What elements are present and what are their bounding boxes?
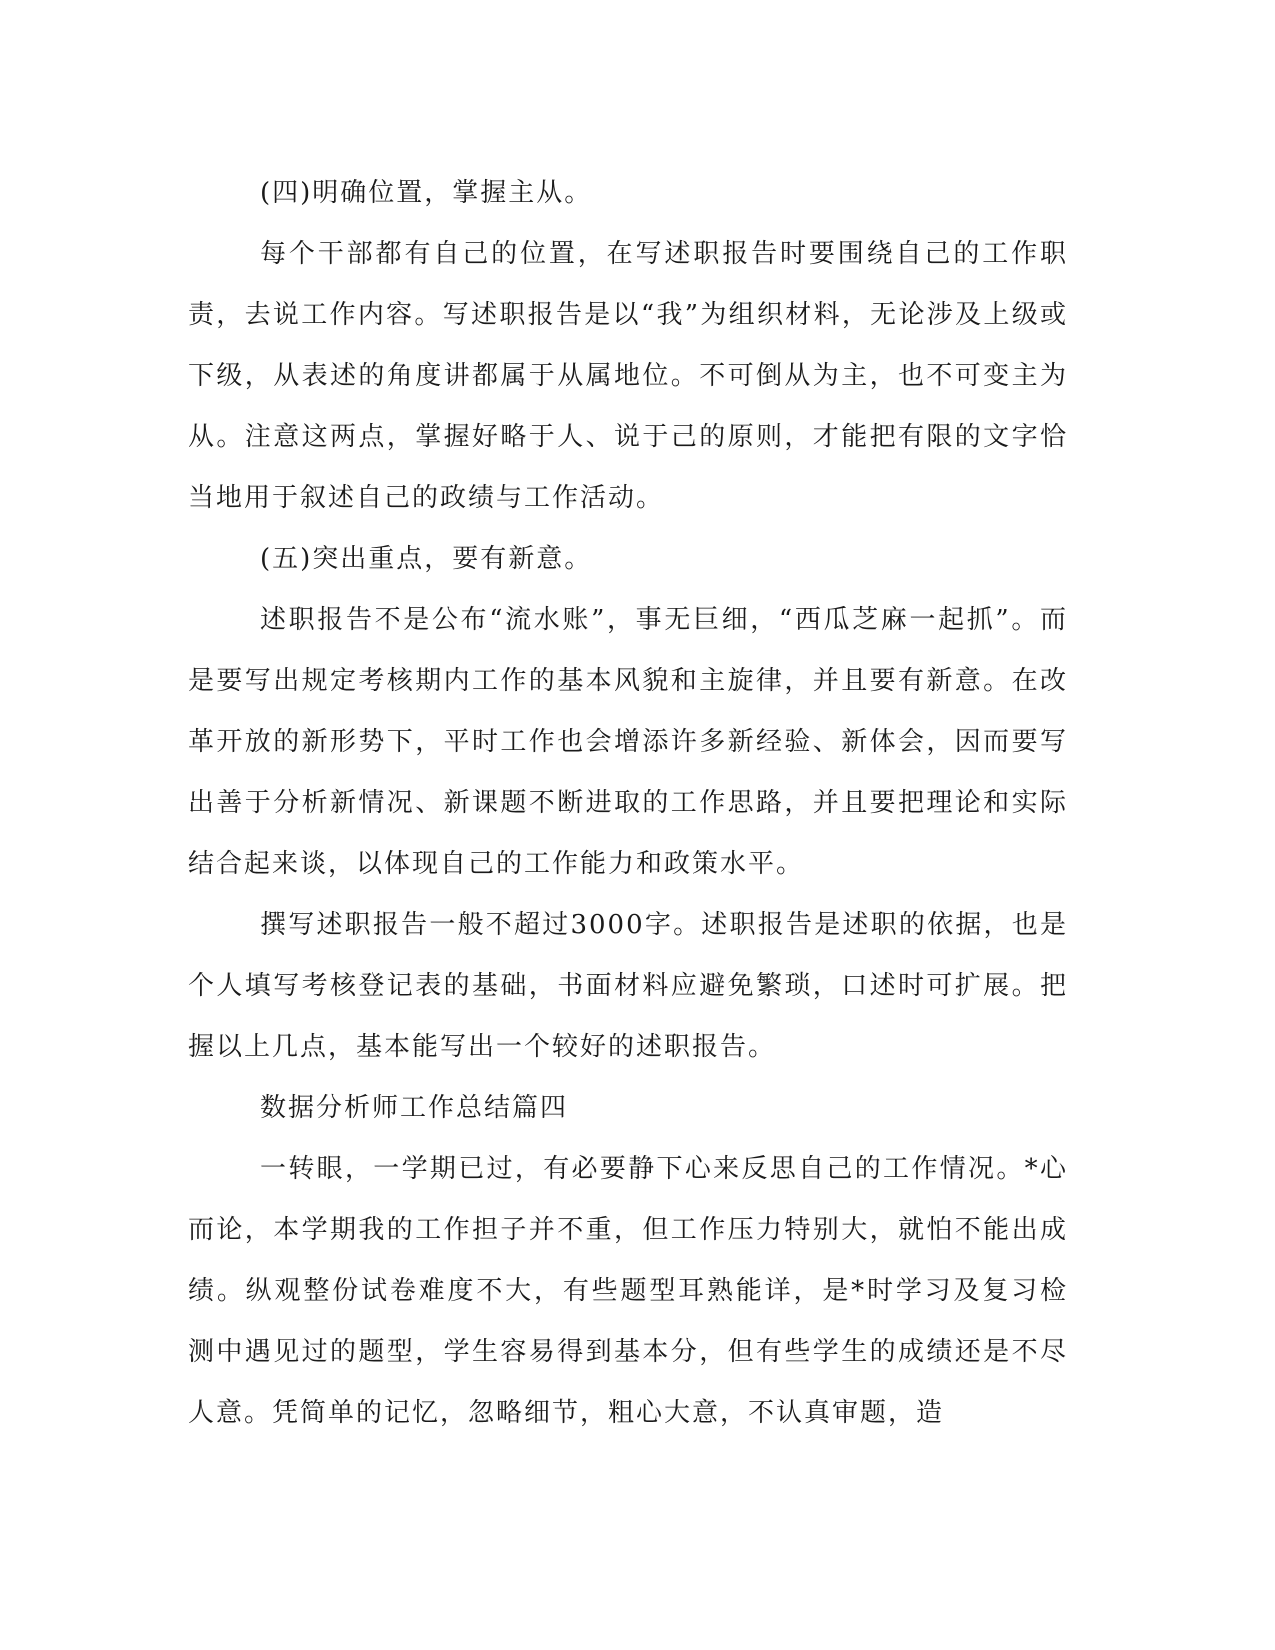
paragraph-focus: 述职报告不是公布“流水账”，事无巨细，“西瓜芝麻一起抓”。而是要写出规定考核期内工作的基本风貌和主旋律，并且要有新意。在改革开放的新形势下，平时工作也会增添许多新经验、新体会，因而要写出善于分析新情况、新课题不断进取的工作思路，并且要把理论和实际结合起来谈，以体现自己的工作能力和政策水平。 [188, 605, 1068, 879]
paragraph-reflection: 一转眼，一学期已过，有必要静下心来反思自己的工作情况。*心而论，本学期我的工作担子并不重，但工作压力特别大，就怕不能出成绩。纵观整份试卷难度不大，有些题型耳熟能详，是*时学习及复习检测中遇见过的题型，学生容易得到基本分，但有些学生的成绩还是不尽人意。凭简单的记忆，忽略细节，粗心大意，不认真审题，造 [188, 1154, 1068, 1428]
paragraph-length: 撰写述职报告一般不超过3000字。述职报告是述职的依据，也是个人填写考核登记表的基础，书面材料应避免繁琐，口述时可扩展。把握以上几点，基本能写出一个较好的述职报告。 [188, 910, 1068, 1062]
heading-highlight-focus: (五)突出重点，要有新意。 [260, 544, 593, 574]
section-title: 数据分析师工作总结篇四 [260, 1093, 569, 1123]
document-body [188, 163, 1068, 1444]
paragraph-position: 每个干部都有自己的位置，在写述职报告时要围绕自己的工作职责，去说工作内容。写述职报告是以“我”为组织材料，无论涉及上级或下级，从表述的角度讲都属于从属地位。不可倒从为主，也不可变主为从。注意这两点，掌握好略于人、说于己的原则，才能把有限的文字恰当地用于叙述自己的政绩与工作活动。 [188, 239, 1068, 513]
heading-clarify-position: (四)明确位置，掌握主从。 [260, 178, 593, 208]
